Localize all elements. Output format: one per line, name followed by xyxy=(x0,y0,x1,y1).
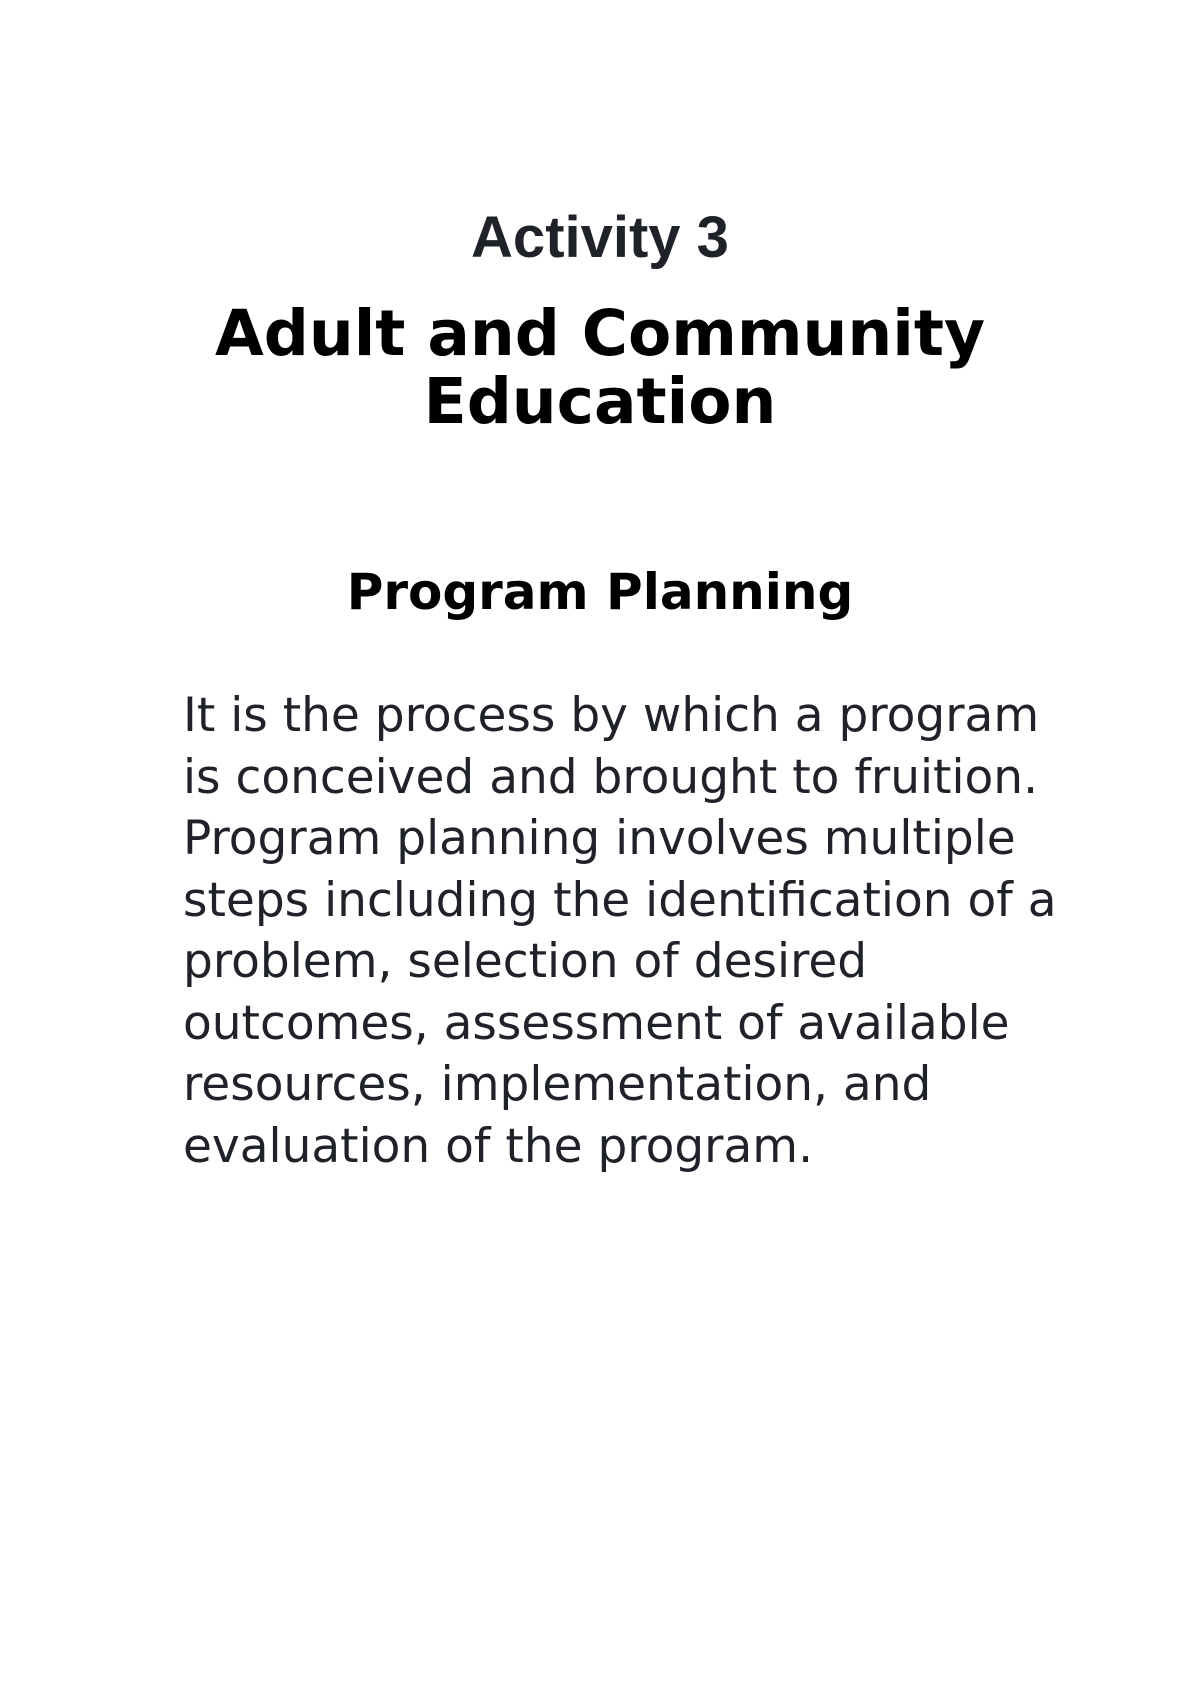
activity-title: Activity 3 xyxy=(471,205,729,270)
document-title: Adult and Community Education xyxy=(214,297,986,438)
section-heading: Program Planning xyxy=(346,563,854,621)
body-paragraph: It is the process by which a program is conceived and brought to fruition. Program planning involves multiple steps including the identification of a problem, selection of desired outcomes, assessment of available resources, implementation, and evaluation of the program. xyxy=(183,688,1057,1174)
